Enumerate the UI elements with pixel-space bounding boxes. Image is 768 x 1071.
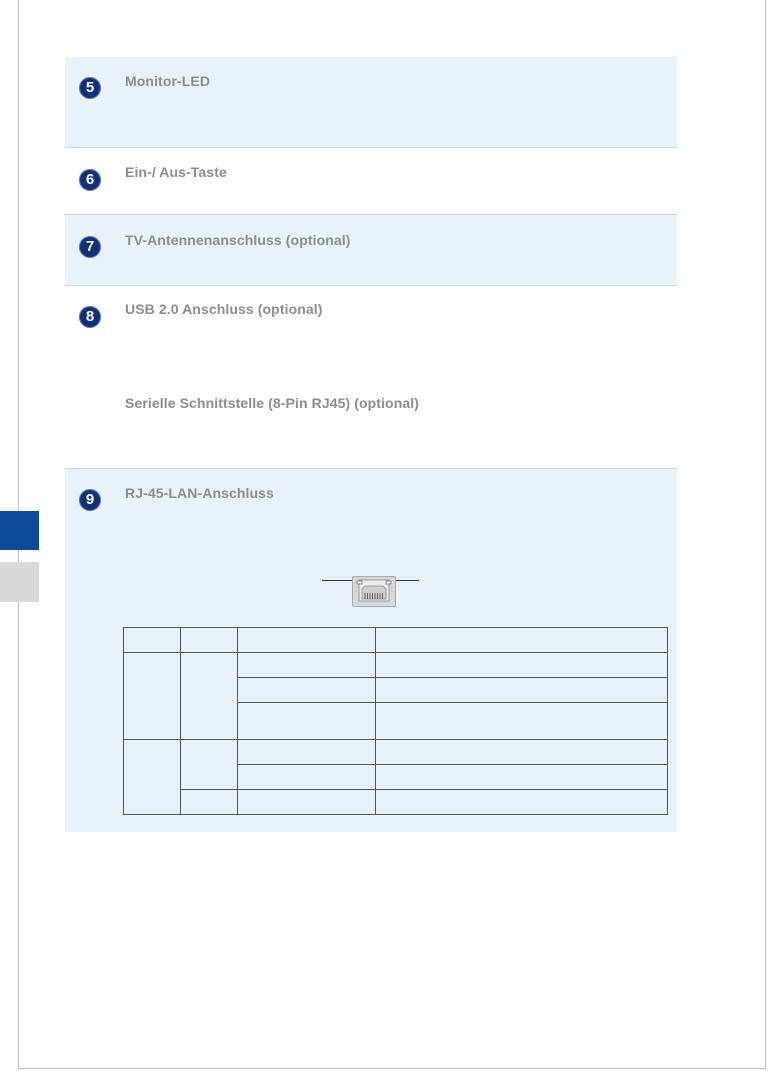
table-cell: [180, 790, 237, 815]
number-badge-6: 6: [79, 169, 101, 191]
table-cell: [237, 740, 375, 765]
table-cell: [180, 628, 237, 653]
chapter-tab-inactive: [0, 562, 39, 602]
rj45-port-icon: [352, 576, 396, 607]
table-row: [124, 653, 668, 678]
table-cell: [375, 703, 667, 740]
table-cell: [375, 653, 667, 678]
chapter-tab-active: [0, 511, 39, 550]
led-leader-line-right: [394, 580, 419, 581]
section-title-usb: USB 2.0 Anschluss (optional): [125, 301, 323, 317]
table-row: [124, 790, 668, 815]
lan-led-table: [123, 627, 668, 815]
section-monitor-led: [65, 57, 677, 147]
section-power-button: [65, 147, 677, 214]
table-cell: [237, 790, 375, 815]
table-cell: [237, 628, 375, 653]
section-title-power-button: Ein-/ Aus-Taste: [125, 164, 227, 180]
table-cell: [375, 628, 667, 653]
table-cell-led-group: [124, 653, 181, 740]
section-subtitle-serial-port: Serielle Schnittstelle (8-Pin RJ45) (optional): [125, 395, 419, 411]
table-cell: [375, 790, 667, 815]
table-header-row: [124, 628, 668, 653]
table-cell-color-group: [180, 740, 237, 790]
led-leader-line-left: [322, 580, 354, 581]
number-badge-5: 5: [79, 77, 101, 99]
number-badge-8: 8: [79, 306, 101, 328]
number-badge-7: 7: [79, 236, 101, 258]
table-cell: [237, 678, 375, 703]
table-cell: [237, 765, 375, 790]
section-title-rj45-lan: RJ-45-LAN-Anschluss: [125, 485, 274, 501]
section-title-tv-antenna: TV-Antennenanschluss (optional): [125, 232, 351, 248]
table-cell: [237, 703, 375, 740]
table-cell-led-group: [124, 740, 181, 815]
table-cell: [124, 628, 181, 653]
section-title-monitor-led: Monitor-LED: [125, 73, 211, 89]
table-cell: [375, 740, 667, 765]
table-cell-color-group: [180, 653, 237, 740]
number-badge-9: 9: [79, 489, 101, 511]
section-tv-antenna: [65, 214, 677, 285]
table-cell: [375, 678, 667, 703]
table-cell: [375, 765, 667, 790]
table-row: [124, 740, 668, 765]
table-cell: [237, 653, 375, 678]
section-usb-serial: [65, 285, 677, 468]
